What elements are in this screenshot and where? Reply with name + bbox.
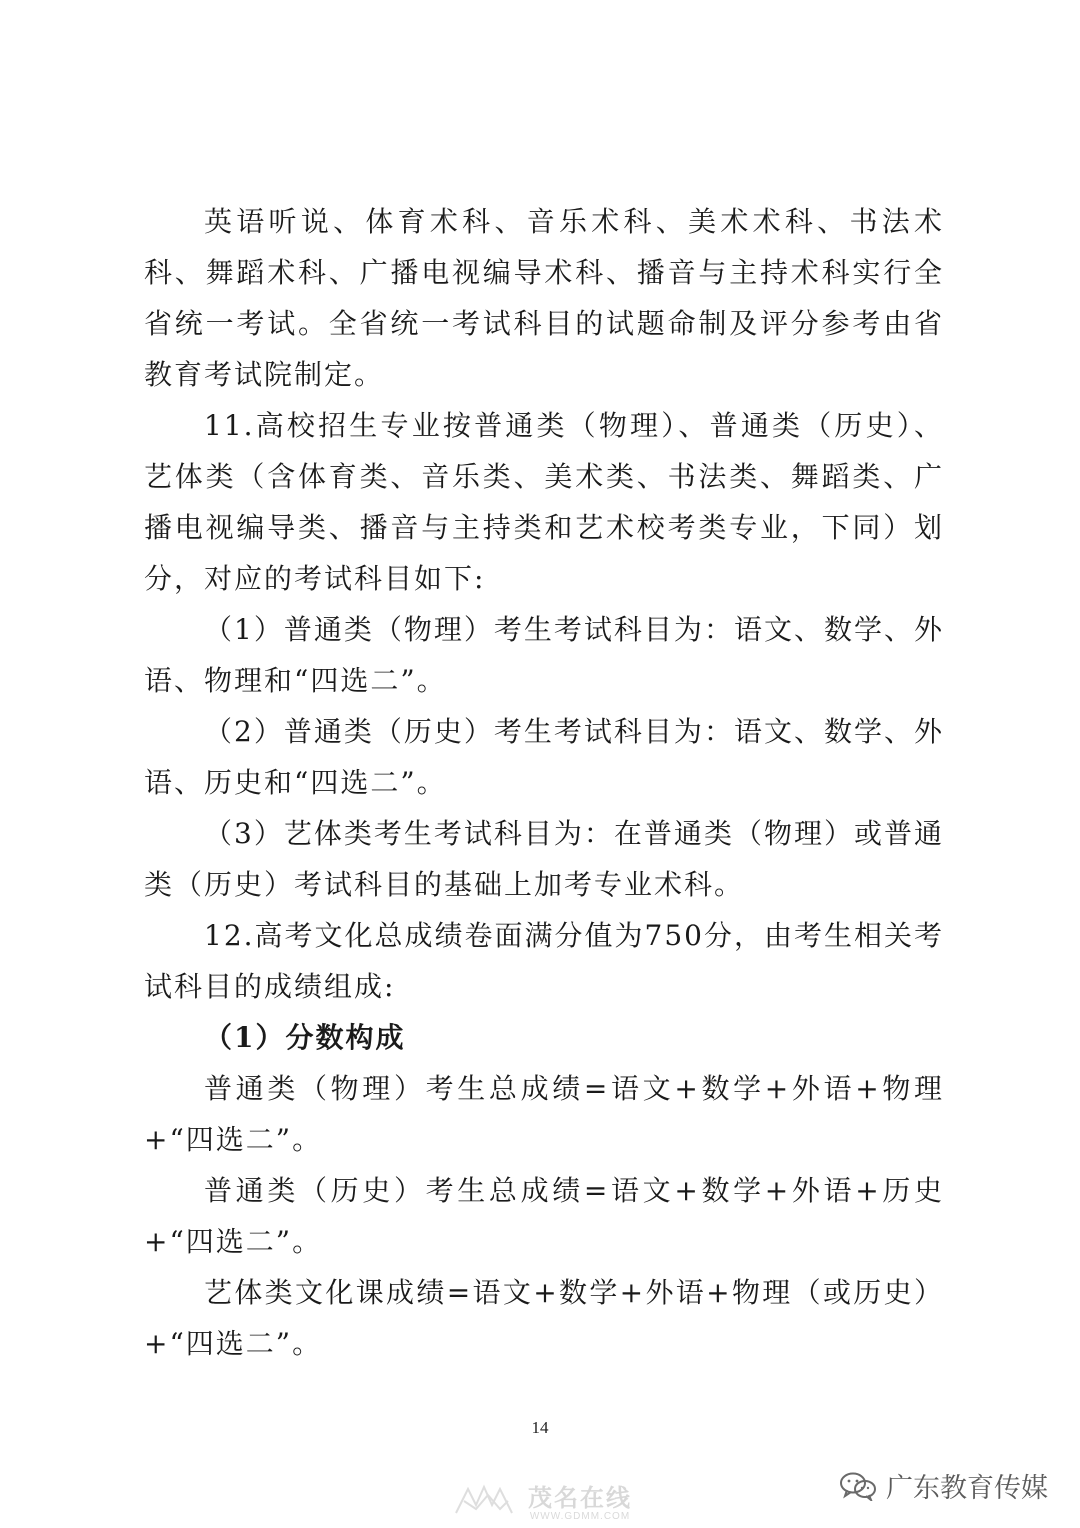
paragraph-item-11: 11.高校招生专业按普通类（物理）、普通类（历史）、艺体类（含体育类、音乐类、美术类、书法类、舞蹈类、广播电视编导类、播音与主持类和艺术校考类专业，下同）划分，对应的考试科目如下:: [144, 409, 944, 595]
paragraph-physics-total: 普通类（物理）考生总成绩=语文+数学+外语+物理+“四选二”。: [144, 1072, 944, 1156]
site-logo-url: WWW.GDMM.COM: [529, 1511, 631, 1522]
page-number: 14: [531, 1418, 549, 1437]
wechat-account-name: 广东教育传媒: [886, 1473, 1048, 1504]
site-logo-text: [528, 1478, 632, 1522]
paragraph-item-12: 12.高考文化总成绩卷面满分值为750分，由考生相关考试科目的成绩组成:: [144, 919, 944, 1003]
paragraph-physics-subjects: （1）普通类（物理）考生考试科目为：语文、数学、外语、物理和“四选二”。: [144, 613, 944, 697]
site-logo-watermark: [450, 1478, 632, 1522]
paragraph-arts-subjects: （3）艺体类考生考试科目为：在普通类（物理）或普通类（历史）考试科目的基础上加考专业术科。: [144, 817, 944, 901]
site-logo-icon: [450, 1483, 520, 1517]
paragraph-subject-exams: 英语听说、体育术科、音乐术科、美术术科、书法术科、舞蹈术科、广播电视编导术科、播音与主持术科实行全省统一考试。全省统一考试科目的试题命制及评分参考由省教育考试院制定。: [144, 205, 944, 391]
section-heading-score-composition: （1）分数构成: [204, 1021, 406, 1054]
site-logo-title: 茂名在线: [528, 1484, 632, 1512]
document-body: [144, 196, 944, 1369]
wechat-icon: [838, 1471, 878, 1501]
wechat-account-watermark: [838, 1466, 1048, 1505]
paragraph-arts-total: 艺体类文化课成绩=语文+数学+外语+物理（或历史）+“四选二”。: [144, 1276, 944, 1360]
paragraph-history-subjects: （2）普通类（历史）考生考试科目为：语文、数学、外语、历史和“四选二”。: [144, 715, 944, 799]
paragraph-history-total: 普通类（历史）考生总成绩=语文+数学+外语+历史+“四选二”。: [144, 1174, 944, 1258]
